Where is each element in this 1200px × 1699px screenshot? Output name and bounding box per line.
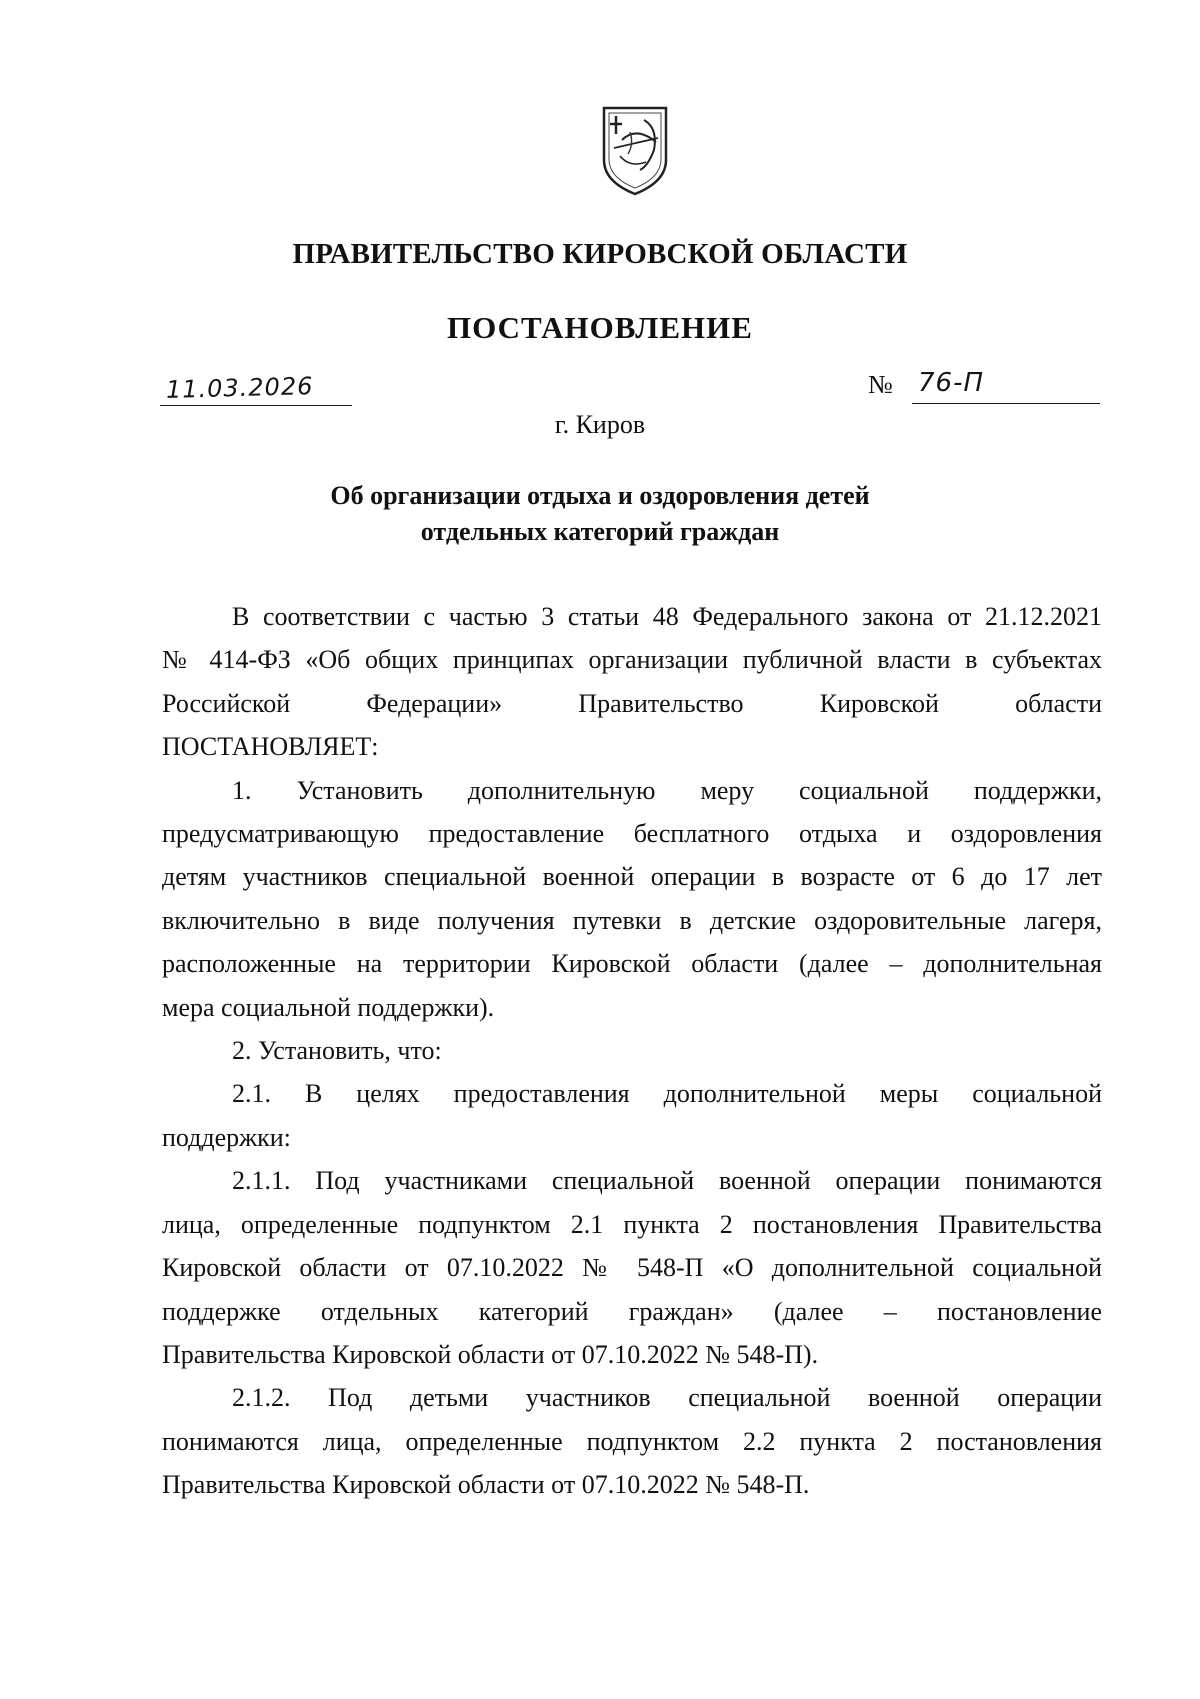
document-date — [160, 374, 352, 408]
body-line: 1. Установить дополнительную меру социальной поддержки, — [232, 775, 1102, 805]
body-line: 2.1.2. Под детьми участников специальной военной операции — [232, 1383, 1102, 1413]
document-body — [162, 595, 1102, 1507]
coat-of-arms-icon — [600, 104, 670, 196]
number-sign: № — [868, 370, 893, 399]
body-line: Кировской области от 07.10.2022 № 548-П «О дополнительной социальной — [162, 1253, 1102, 1283]
body-line: поддержки: — [162, 1122, 291, 1152]
body-line: предусматривающую предоставление бесплатного отдыха и оздоровления — [162, 819, 1102, 849]
body-line: 2.1. В целях предоставления дополнительной меры социальной — [232, 1079, 1102, 1109]
number-value: 76-П — [918, 368, 985, 398]
body-line: В соответствии с частью 3 статьи 48 Федерального закона от 21.12.2021 — [232, 602, 1102, 631]
body-line: лица, определенные подпунктом 2.1 пункта 2 постановления Правительства — [162, 1209, 1102, 1239]
body-line: 2.1.1. Под участниками специальной военной операции понимаются — [232, 1166, 1102, 1196]
document-type: ПОСТАНОВЛЕНИЕ — [447, 310, 753, 345]
body-line: поддержке отдельных категорий граждан» (далее – постановление — [162, 1296, 1102, 1326]
body-line: Российской Федерации» Правительство Кировской области — [162, 688, 1102, 718]
body-line: понимаются лица, определенные подпунктом 2.2 пункта 2 постановления — [162, 1426, 1102, 1456]
date-value: 11.03.2026 — [165, 372, 314, 404]
body-line: мера социальной поддержки). — [162, 992, 495, 1022]
title-line: отдельных категорий граждан — [420, 517, 780, 546]
body-line: 2. Установить, что: — [232, 1036, 442, 1066]
date-underline — [160, 405, 352, 406]
body-line: включительно в виде получения путевки в детские оздоровительные лагеря, — [162, 905, 1102, 935]
body-line: ПОСТАНОВЛЯЕТ: — [162, 732, 379, 762]
body-line: Правительства Кировской области от 07.10.2022 № 548-П. — [162, 1470, 810, 1500]
body-line: Правительства Кировской области от 07.10.2022 № 548-П). — [162, 1339, 819, 1369]
body-line: расположенные на территории Кировской области (далее – дополнительная — [162, 949, 1102, 979]
document-number — [912, 368, 1100, 406]
document-title — [0, 478, 1200, 550]
body-line: № 414-ФЗ «Об общих принципах организации публичной власти в субъектах — [162, 645, 1102, 675]
body-line: детям участников специальной военной операции в возрасте от 6 до 17 лет — [162, 862, 1102, 892]
city: г. Киров — [554, 410, 646, 439]
number-underline — [912, 403, 1100, 404]
title-line: Об организации отдыха и оздоровления детей — [330, 481, 870, 510]
government-name: ПРАВИТЕЛЬСТВО КИРОВСКОЙ ОБЛАСТИ — [292, 238, 908, 270]
